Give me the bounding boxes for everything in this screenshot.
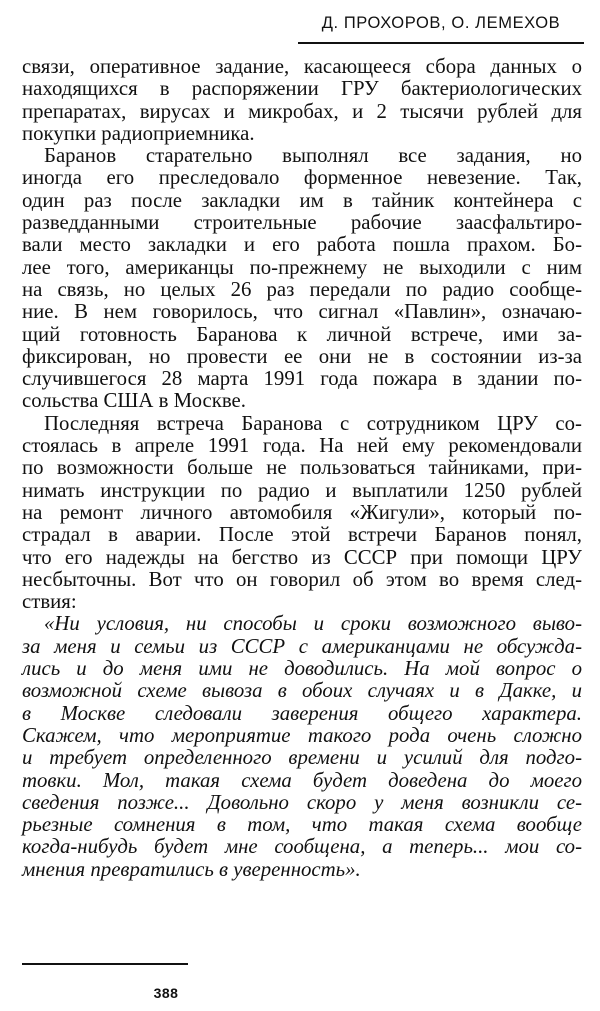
text-line: когда-нибудь будет мне сообщена, а теперь... мои со- [22, 835, 582, 859]
page-number: 388 [153, 985, 179, 1001]
text-line: рьезные сомнения в том, что такая схема вообще [22, 813, 582, 837]
text-line: в Москве следовали заверения общего характера. [22, 701, 582, 725]
text-line: лись и до меня ими не доводились. На мой вопрос о [22, 657, 582, 681]
text-line: щий готовность Баранова к личной встрече, ими за- [22, 322, 582, 346]
text-line: вали место закладки и его работа пошла прахом. Бо- [22, 233, 582, 257]
text-line: Скажем, что мероприятие такого рода очень сложно [22, 723, 582, 747]
text-line: Баранов старательно выполнял все задания, но [44, 144, 582, 168]
header-rule [298, 42, 584, 44]
text-line: Последняя встреча Баранова с сотрудником ЦРУ со- [44, 411, 582, 435]
running-head: Д. ПРОХОРОВ, О. ЛЕМЕХОВ [321, 14, 561, 32]
text-line: случившегося 28 марта 1991 года пожара в здании по- [22, 367, 582, 391]
text-line: фиксирован, но провести ее они не в состоянии из-за [22, 344, 582, 368]
text-line: ствия: [22, 590, 77, 614]
text-line: разведданными строительные рабочие заасфальтиро- [22, 211, 582, 235]
footer-rule [22, 963, 188, 965]
text-line: на связь, но целых 26 раз передали по радио сообще- [22, 277, 582, 301]
text-line: мнения превратились в уверенность». [22, 857, 361, 881]
text-line: несбыточны. Вот что он говорил об этом во время след- [22, 567, 582, 591]
text-line: один раз после закладки им в тайник контейнера с [22, 188, 582, 212]
text-line: стоялась в апреле 1991 года. На ней ему рекомендовали [22, 434, 582, 458]
text-line: покупки радиоприемника. [22, 121, 255, 145]
text-line: «Ни условия, ни способы и сроки возможного выво- [44, 612, 582, 636]
text-line: страдал в аварии. После этой встречи Баранов понял, [22, 523, 582, 547]
text-line: на ремонт личного автомобиля «Жигули», который по- [22, 500, 582, 524]
text-line: что его надежды на бегство из СССР при помощи ЦРУ [22, 545, 582, 569]
text-line: за меня и семьи из СССР с американцами не обсужда- [22, 634, 582, 658]
text-line: и требует определенного времени и усилий для подго- [22, 746, 582, 770]
text-line: сведения позже... Довольно скоро у меня возникли се- [22, 790, 582, 814]
text-line: находящихся в распоряжении ГРУ бактериологических [22, 77, 582, 101]
text-line: товки. Мол, такая схема будет доведена до моего [22, 768, 582, 792]
text-line: связи, оперативное задание, касающееся сбора данных о [22, 55, 582, 78]
text-line: иногда его преследовало форменное невезение. Так, [22, 166, 582, 190]
text-line: ние. В нем говорилось, что сигнал «Павлин», означаю- [22, 300, 582, 324]
text-line: по возможности больше не пользоваться тайниками, при- [22, 456, 582, 480]
text-line: лее того, американцы по-прежнему не выходили с ним [22, 255, 582, 279]
text-line: возможной схеме вывоза в обоих случаях и в Дакке, и [22, 679, 582, 703]
text-line: препаратах, вирусах и микробах, и 2 тысячи рублей для [22, 99, 582, 123]
text-line: сольства США в Москве. [22, 389, 246, 413]
body-text [22, 56, 582, 881]
text-line: нимать инструкции по радио и выплатили 1250 рублей [22, 478, 582, 502]
